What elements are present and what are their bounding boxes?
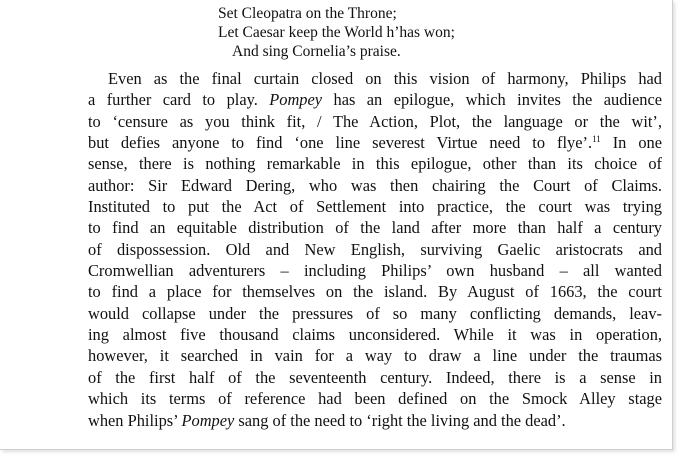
text-run: In one	[600, 133, 662, 153]
paragraph-line: to find a place for themselves on the island. By August of 1663, the court	[88, 282, 662, 302]
paragraph-line: which its terms of reference had been defined on the Smock Alley stage	[88, 389, 662, 409]
paragraph-line	[88, 132, 662, 153]
play-title: Pompey	[269, 90, 323, 110]
verse-quotation	[218, 4, 455, 61]
paragraph-line	[88, 89, 662, 110]
paragraph-line: Cromwellian adventurers – including Philips’ own husband – all wanted	[88, 261, 662, 281]
paragraph-line: would collapse under the pressures of so many conflicting demands, leav-	[88, 303, 662, 323]
text-run: a further card to play.	[88, 90, 270, 110]
paragraph-line: sense, there is nothing remarkable in this epilogue, other than its choice of	[88, 154, 662, 174]
paragraph-line: however, it searched in vain for a way to draw a line under the traumas	[88, 346, 662, 366]
footnote-marker: 11	[592, 134, 601, 145]
body-paragraph	[88, 68, 662, 431]
paragraph-line: of the first half of the seventeenth century. Indeed, there is a sense in	[88, 367, 662, 387]
verse-line: And sing Cornelia’s praise.	[232, 43, 401, 60]
verse-line: Let Caesar keep the World h’has won;	[218, 24, 455, 41]
paragraph-line	[88, 410, 662, 431]
text-run: when Philips’	[88, 410, 182, 430]
text-run: sang of the need to ‘right the living and the dead’.	[234, 410, 566, 430]
paragraph-line: to find an equitable distribution of the land after more than half a century	[88, 218, 662, 238]
paragraph-line: author: Sir Edward Dering, who was then chairing the Court of Claims.	[88, 175, 662, 195]
paragraph-line: to ‘censure as you think fit, / The Action, Plot, the language or the wit’,	[88, 111, 662, 131]
paragraph-line: ing almost five thousand claims unconsidered. While it was in operation,	[88, 325, 662, 345]
paragraph-line: Even as the final curtain closed on this vision of harmony, Philips had	[108, 69, 662, 88]
verse-line: Set Cleopatra on the Throne;	[218, 5, 397, 22]
text-run: has an epilogue, which invites the audience	[322, 90, 662, 110]
paragraph-line: Instituted to put the Act of Settlement into practice, the court was trying	[88, 197, 662, 217]
paragraph-line: of dispossession. Old and New English, surviving Gaelic aristocrats and	[88, 239, 662, 259]
text-run: but defies anyone to find ‘one line severest Virtue need to flye’.	[88, 133, 593, 153]
play-title: Pompey	[181, 410, 235, 430]
